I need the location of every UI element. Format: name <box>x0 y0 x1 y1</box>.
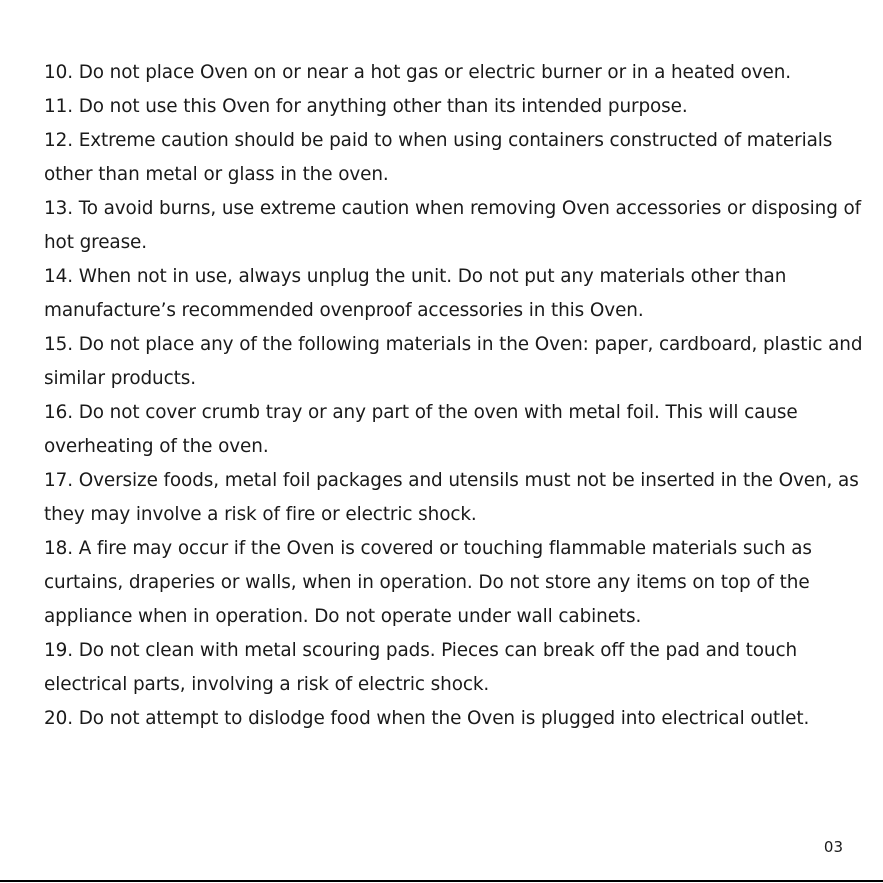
instruction-12: 12. Extreme caution should be paid to when using containers constructed of materials other than metal or glass in the oven. <box>44 130 833 185</box>
instruction-14: 14. When not in use, always unplug the unit. Do not put any materials other than manufacture’s recommended ovenproof accessories in this Oven. <box>44 266 787 321</box>
instruction-11: 11. Do not use this Oven for anything other than its intended purpose. <box>44 96 688 117</box>
instruction-15: 15. Do not place any of the following materials in the Oven: paper, cardboard, plastic and similar products. <box>44 334 863 389</box>
instruction-16: 16. Do not cover crumb tray or any part of the oven with metal foil. This will cause overheating of the oven. <box>44 402 798 457</box>
bottom-divider <box>0 880 883 882</box>
instruction-19: 19. Do not clean with metal scouring pads. Pieces can break off the pad and touch electrical parts, involving a risk of electric shock. <box>44 640 798 695</box>
instruction-13: 13. To avoid burns, use extreme caution when removing Oven accessories or disposing of hot grease. <box>44 198 862 253</box>
instruction-17: 17. Oversize foods, metal foil packages and utensils must not be inserted in the Oven, as they may involve a risk of fire or electric shock. <box>44 470 859 525</box>
page-number: 03 <box>823 838 843 856</box>
instruction-18: 18. A fire may occur if the Oven is covered or touching flammable materials such as curtains, draperies or walls, when in operation. Do not store any items on top of the appliance when in operation. Do not operate under wall cabinets. <box>44 538 812 627</box>
instruction-10: 10. Do not place Oven on or near a hot gas or electric burner or in a heated oven. <box>44 62 792 83</box>
safety-instructions-list <box>44 56 874 736</box>
instruction-20: 20. Do not attempt to dislodge food when the Oven is plugged into electrical outlet. <box>44 708 810 729</box>
